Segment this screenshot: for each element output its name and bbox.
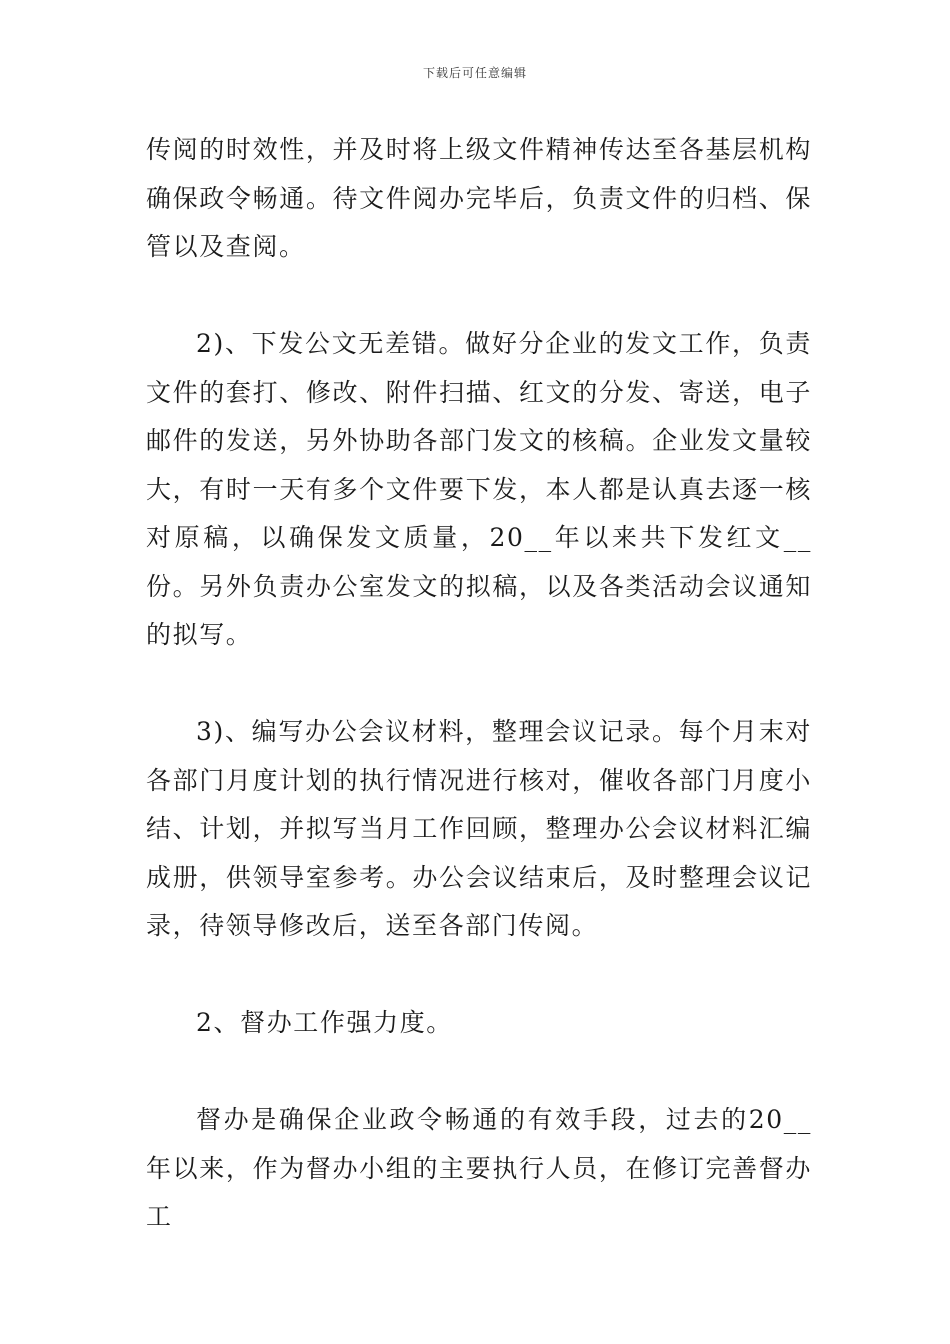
paragraph-item-2-issue-documents: 2)、下发公文无差错。做好分企业的发文工作，负责文件的套打、修改、附件扫描、红文的分发、寄送，电子邮件的发送，另外协助各部门发文的核稿。企业发文量较大，有时一天有多个文件要下发，本人都是认真去逐一核对原稿，以确保发文质量，20__年以来共下发红文__份。另外负责办公室发文的拟稿，以及各类活动会议通知的拟写。: [146, 329, 812, 649]
section-heading-supervision: 2、督办工作强力度。: [196, 1008, 453, 1037]
paragraph-gap: [146, 660, 812, 709]
document-body: [146, 126, 812, 1242]
paragraph-gap: [146, 272, 812, 321]
paragraph-item-3-meeting-materials: 3)、编写办公会议材料，整理会议记录。每个月末对各部门月度计划的执行情况进行核对，催收各部门月度小结、计划，并拟写当月工作回顾，整理办公会议材料汇编成册，供领导室参考。办公会议结束后，及时整理会议记录，待领导修改后，送至各部门传阅。: [146, 717, 812, 940]
paragraph-gap: [146, 1048, 812, 1097]
paragraph-supervision: 督办是确保企业政令畅通的有效手段，过去的20__年以来，作为督办小组的主要执行人员，在修订完善督办工: [146, 1105, 812, 1231]
paragraph-continuation: 传阅的时效性，并及时将上级文件精神传达至各基层机构确保政令畅通。待文件阅办完毕后，负责文件的归档、保管以及查阅。: [146, 135, 812, 261]
paragraph-gap: [146, 951, 812, 1000]
download-note: 下载后可任意编辑: [422, 66, 527, 80]
